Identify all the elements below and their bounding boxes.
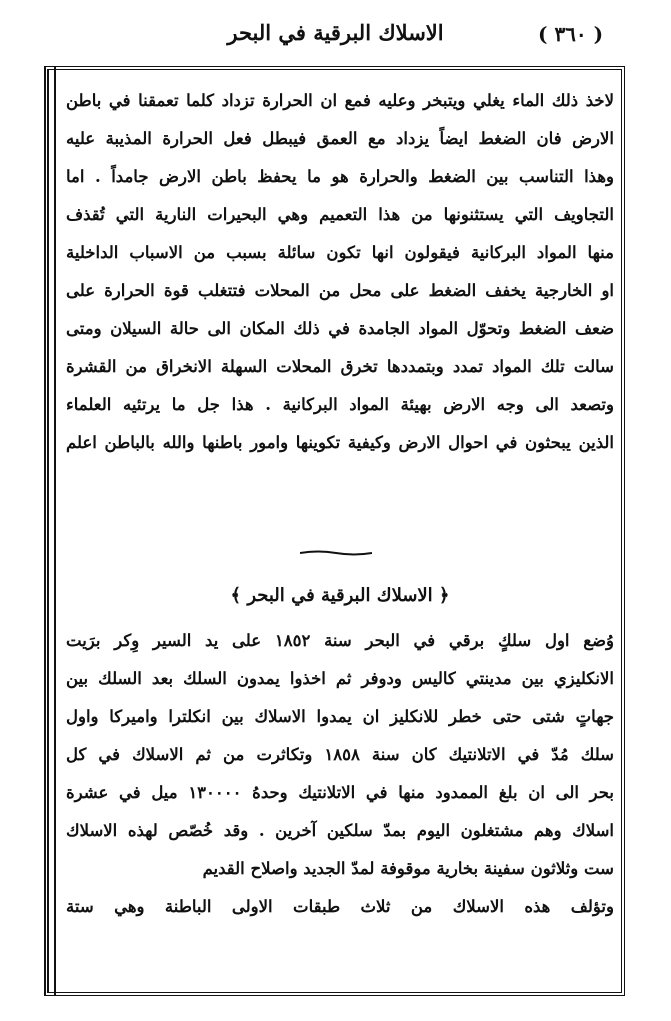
frame-inner-rule <box>54 66 56 996</box>
running-title: الاسلاك البرقية في البحر <box>227 20 444 45</box>
text-line: بحر الى ان بلغ الممدود منها في الاتلانتيك وحدهُ ١٣٠٠٠٠ ميل في عشرة <box>66 783 614 802</box>
page-number: ( ٣٦٠ ) <box>538 22 604 46</box>
text-line: وهذا التناسب بين الضغط والحرارة هو ما يحفظ باطن الارض جامداً . اما <box>66 167 614 186</box>
text-line: اسلاك وهم مشتغلون اليوم بمدّ سلكين آخرين . وقد خُصّص لهذه الاسلاك <box>66 821 614 840</box>
text-line: وتؤلف هذه الاسلاك من ثلاث طبقات الاولى الباطنة وهي ستة <box>66 897 614 916</box>
page-header <box>0 0 671 66</box>
text-line: جهاتٍ شتى حتى خطر للانكليز ان يمدوا الاسلاك بين انكلترا واميركا واول <box>66 707 614 726</box>
paragraph-submarine-cables <box>66 622 614 926</box>
text-line: الارض فان الضغط ايضاً يزداد مع العمق فيبطل فعل الحرارة المذيبة عليه <box>66 129 614 148</box>
text-line: سالت تلك المواد تمدد وبتمددها تخرق المحلات السهلة الانخراق من القشرة <box>66 357 614 376</box>
text-line: وُضع اول سلكٍ برقي في البحر سنة ١٨٥٢ على يد السير وِكر برَيت <box>66 631 614 650</box>
text-line: وتصعد الى وجه الارض بهيئة المواد البركانية . هذا جل ما يرتئيه العلماء <box>66 395 614 414</box>
text-line: او الخارجية يخفف الضغط على محل من المحلات فتتغلب قوة الحرارة على <box>66 281 614 300</box>
text-line: التجاويف التي يستثنونها من هذا التعميم وهي البحيرات النارية التي تُقذف <box>66 205 614 224</box>
text-line: الانكليزي بين مدينتي كاليس ودوفر ثم اخذوا يمدون السلك بعد السلك بين <box>66 669 614 688</box>
text-line: سلك مُدّ في الاتلانتيك كان سنة ١٨٥٨ وتكاثرت من ثم الاسلاك في كل <box>66 745 614 764</box>
ornamental-divider <box>300 550 372 556</box>
text-line: ست وثلاثون سفينة بخارية موقوفة لمدّ الجديد واصلاح القديم <box>202 859 614 878</box>
text-line: ضعف الضغط وتحوّل المواد الجامدة في ذلك المكان الى حالة السيلان ومتى <box>66 319 614 338</box>
text-line: لاخذ ذلك الماء يغلي ويتبخر وعليه فمع ان الحرارة تزداد كلما تعمقنا في باطن <box>66 91 614 110</box>
section-heading: ﴿ الاسلاك البرقية في البحر ﴾ <box>230 585 450 606</box>
paragraph-earth-interior <box>66 82 614 462</box>
text-line: الذين يبحثون في احوال الارض وكيفية تكوينها وامور باطنها والله بالباطن اعلم <box>66 433 614 452</box>
text-line: منها المواد البركانية فيقولون انها تكون سائلة بسبب من الاسباب الداخلية <box>66 243 614 262</box>
